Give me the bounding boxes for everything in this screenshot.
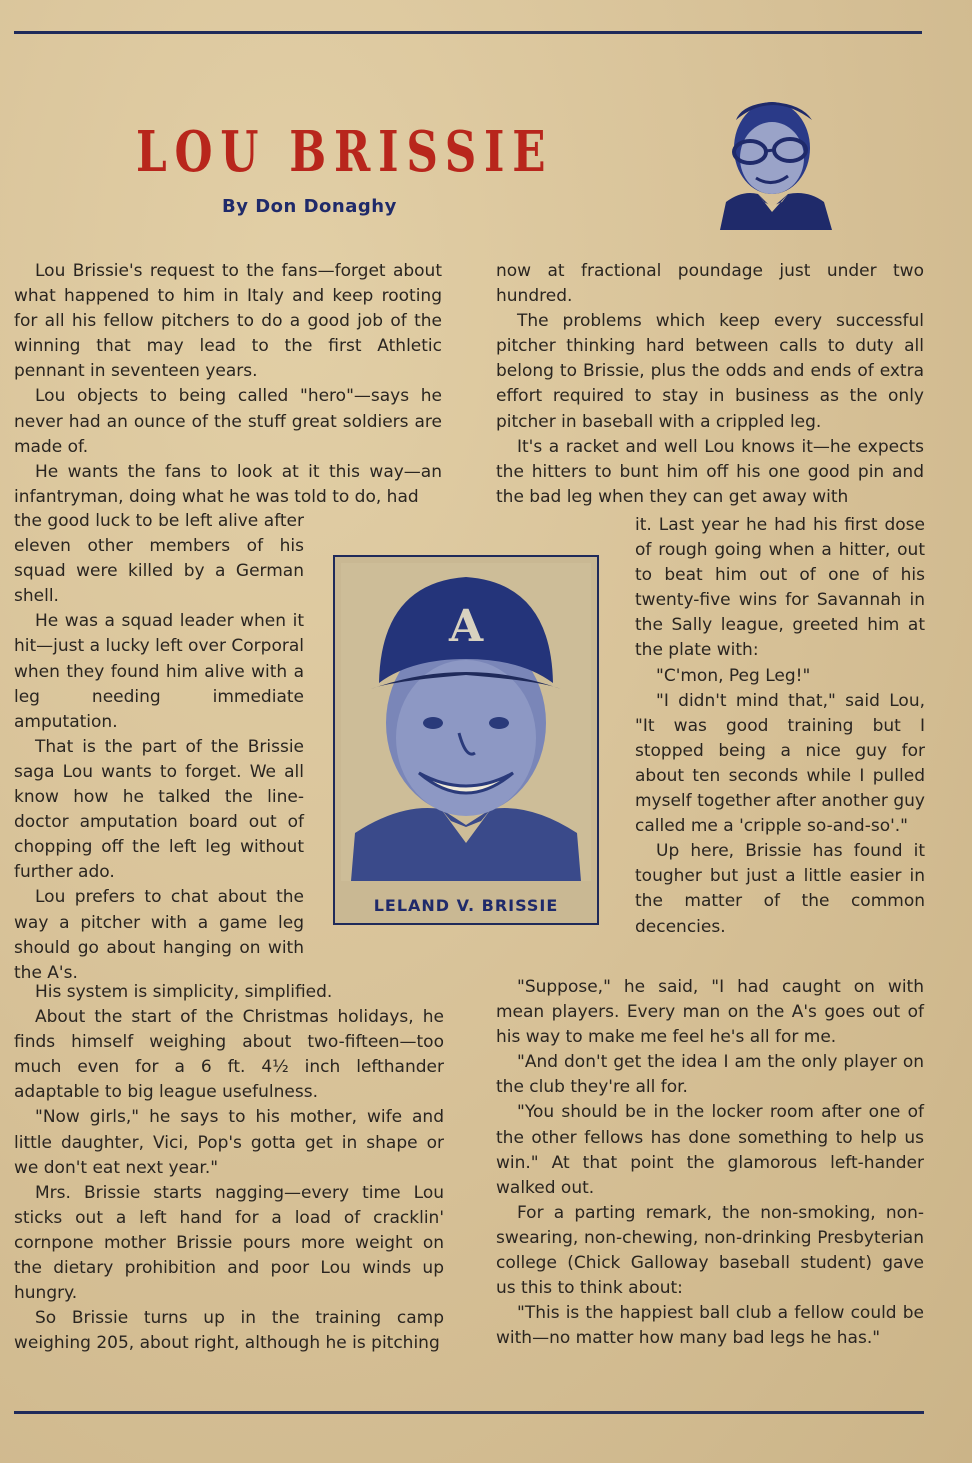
photo-caption: LELAND V. BRISSIE xyxy=(373,896,559,915)
player-photo-icon xyxy=(341,563,591,881)
paragraph: The problems which keep every successful pitcher thinking hard between calls to duty all belong to Brissie, plus the odds and ends of extra effort required to stay in business as the only pitcher in baseball with a crippled leg. xyxy=(496,311,924,432)
paragraph: "You should be in the locker room after one of the other fellows has done something to help us win." At that point the glamorous left-hander walked out. xyxy=(496,1102,924,1198)
right-column-top xyxy=(496,259,924,510)
paragraph: So Brissie turns up in the training camp weighing 205, about right, although he is pitching xyxy=(14,1308,444,1354)
author-portrait-icon xyxy=(712,90,834,230)
left-column-bottom xyxy=(14,980,444,1356)
paragraph: About the start of the Christmas holidays, he finds himself weighing about two-fifteen—too much even for a 6 ft. 4½ inch lefthander adaptable to big league usefulness. xyxy=(14,1007,444,1103)
paragraph: "C'mon, Peg Leg!" xyxy=(656,665,811,686)
paragraph: "Suppose," he said, "I had caught on with mean players. Every man on the A's goes out of his way to make me feel he's all for me. xyxy=(496,977,924,1048)
paragraph: Lou Brissie's request to the fans—forget about what happened to him in Italy and keep rooting for all his fellow pitchers to do a good job of the winning that may lead to the first Athletic pennant in seventeen years. xyxy=(14,261,442,382)
paragraph: He was a squad leader when it hit—just a lucky left over Corporal when they found him alive with a leg needing immediate amputation. xyxy=(14,611,304,732)
paragraph: Up here, Brissie has found it tougher but just a little easier in the matter of the common decencies. xyxy=(635,841,925,937)
paragraph: That is the part of the Brissie saga Lou wants to forget. We all know how he talked the line-doctor amputation board out of chopping off the left leg without further ado. xyxy=(14,736,304,883)
paragraph: "This is the happiest ball club a fellow could be with—no matter how many bad legs he has." xyxy=(496,1303,924,1349)
paragraph: Lou prefers to chat about the way a pitcher with a game leg should go about hanging on with the A's. xyxy=(14,887,304,983)
left-column-top xyxy=(14,259,442,510)
paragraph: "And don't get the idea I am the only player on the club they're all for. xyxy=(496,1052,924,1098)
left-column-narrow xyxy=(14,509,304,986)
paragraph: "I didn't mind that," said Lou, "It was good training but I stopped being a nice guy for about ten seconds while I pulled myself together after another guy called me a 'cripple so-and-so'." xyxy=(635,690,925,837)
player-photo xyxy=(333,555,599,925)
paragraph: it. Last year he had his first dose of rough going when a hitter, out to beat him out of one of his twenty-five wins for Savannah in the Sally league, greeted him at the plate with: xyxy=(635,515,925,661)
paragraph: For a parting remark, the non-smoking, non-swearing, non-chewing, non-drinking Presbyterian college (Chick Galloway baseball student) gave us this to think about: xyxy=(496,1202,924,1299)
article-title: LOU BRISSIE xyxy=(136,119,554,185)
byline: By Don Donaghy xyxy=(222,196,397,217)
paragraph: the good luck to be left alive after eleven other members of his squad were killed by a German shell. xyxy=(14,511,304,607)
paragraph: "Now girls," he says to his mother, wife and little daughter, Vici, Pop's gotta get in shape or we don't eat next year." xyxy=(14,1107,444,1178)
top-rule xyxy=(14,31,922,34)
right-column-narrow xyxy=(635,513,925,940)
right-column-bottom xyxy=(496,975,924,1351)
paragraph: now at fractional poundage just under two hundred. xyxy=(496,261,924,307)
bottom-rule xyxy=(14,1411,924,1414)
svg-text:A: A xyxy=(449,601,484,652)
paragraph: It's a racket and well Lou knows it—he expects the hitters to bunt him off his one good pin and the bad leg when they can get away with xyxy=(496,436,924,507)
paragraph: His system is simplicity, simplified. xyxy=(35,982,333,1002)
paragraph: Mrs. Brissie starts nagging—every time Lou sticks out a left hand for a load of cracklin' cornpone mother Brissie pours more weight on the dietary prohibition and poor Lou winds up hungry. xyxy=(14,1182,444,1304)
paragraph: Lou objects to being called "hero"—says he never had an ounce of the stuff great soldiers are made of. xyxy=(14,386,442,457)
paragraph: He wants the fans to look at it this way—an infantryman, doing what he was told to do, had xyxy=(14,461,442,507)
